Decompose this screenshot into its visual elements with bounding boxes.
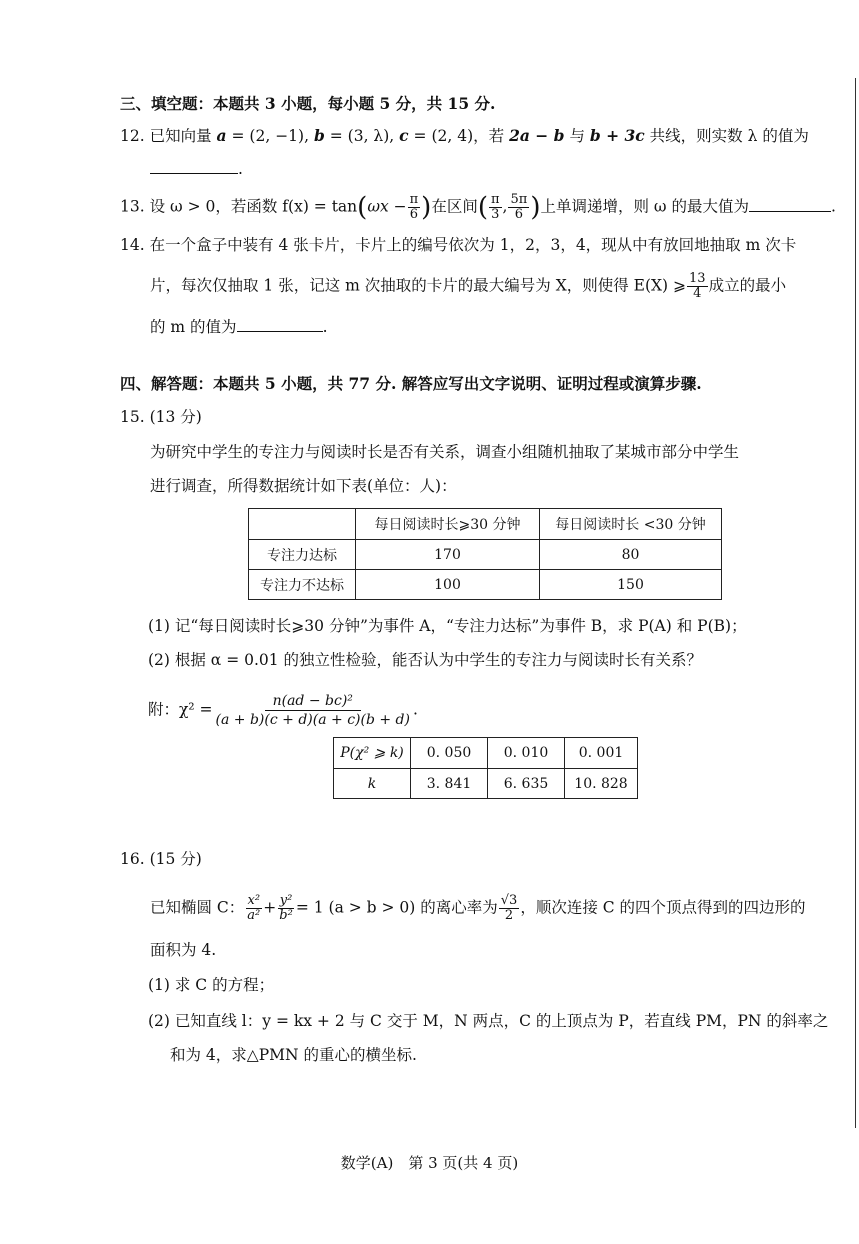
q15-line-2: 进行调查，所得数据统计如下表(单位：人)：	[150, 477, 457, 495]
table-row	[334, 769, 638, 799]
q13-text-b: 在区间	[431, 197, 478, 216]
q15-formula-fraction	[214, 692, 412, 729]
q15-row1-col1: 170	[356, 540, 540, 570]
q15-line-1: 为研究中学生的专注力与阅读时长是否有关系，调查小组随机抽取了某城市部分中学生	[150, 443, 740, 461]
q15-part-2: (2) 根据 α = 0.01 的独立性检验，能否认为中学生的专注力与阅读时长有关系？	[148, 651, 703, 669]
q16-line1c: ，顺次连接 C 的四个顶点得到的四边形的	[520, 898, 806, 917]
q16-part-1: (1) 求 C 的方程；	[148, 976, 275, 994]
q13-frac-num: π	[409, 192, 419, 207]
table-row	[249, 540, 722, 570]
q13-paren-open: (	[357, 192, 368, 223]
q13-interval-close: )	[530, 192, 541, 223]
q16-frac-y	[277, 894, 295, 923]
q15-chi-header: P(χ² ⩾ k)	[334, 738, 411, 769]
q16-frac-x-num: x²	[247, 893, 261, 908]
q14-number: 14.	[120, 236, 145, 254]
q13-interval-open: (	[477, 192, 488, 223]
q15-row2-col1: 100	[356, 570, 540, 600]
q16-line1a: 已知椭圆 C：	[150, 898, 245, 917]
q15-formula-end: .	[412, 700, 418, 719]
q15-chi-k3: 10. 828	[565, 769, 638, 799]
q15-header-long-reading: 每日阅读时长⩾30 分钟	[356, 509, 540, 540]
q15-formula-numerator: n(ad − bc)²	[265, 692, 361, 711]
q15-chi-p2: 0. 010	[488, 738, 565, 769]
q16-part-2-line-a: (2) 已知直线 l：y = kx + 2 与 C 交于 M，N 两点，C 的上顶点为 P，若直线 PM，PN 的斜率之	[148, 1012, 829, 1030]
q15-formula	[148, 692, 418, 729]
page-footer: 数学(A) 第 3 页(共 4 页)	[340, 1154, 519, 1172]
q12-eq-c: = (2, 4)，若	[408, 127, 510, 145]
q13-answer-blank[interactable]	[749, 195, 831, 212]
q16-line1b: = 1 (a > b > 0) 的离心率为	[295, 898, 498, 917]
section-4-heading: 四、解答题：本题共 5 小题，共 77 分. 解答应写出文字说明、证明过程或演算步骤.	[120, 374, 702, 393]
q15-chi-k-label: k	[334, 769, 411, 799]
q13-interval-left	[489, 193, 502, 222]
q13-fraction-pi-6	[408, 193, 421, 222]
question-14-line-1	[120, 234, 796, 256]
q16-frac-ecc-num: √3	[500, 893, 518, 908]
q16-frac-x	[245, 894, 262, 923]
q14-line2a: 片，每次仅抽取 1 张，记这 m 次抽取的卡片的最大编号为 X，则使得 E(X) ⩾	[150, 276, 687, 295]
table-row	[249, 570, 722, 600]
q13-frac-den: 6	[409, 207, 419, 222]
q14-line1: 在一个盒子中装有 4 张卡片，卡片上的编号依次为 1，2，3，4，现从中有放回地抽取 m 次卡	[149, 236, 797, 254]
q12-eq-b: = (3, λ),	[324, 127, 395, 145]
q12-mid: 与	[564, 127, 590, 145]
page-right-border	[855, 78, 856, 1128]
q15-table-header-row	[249, 509, 722, 540]
q14-frac-num: 13	[689, 271, 706, 286]
q15-chi-p1: 0. 050	[411, 738, 488, 769]
q14-line2b: 成立的最小	[708, 276, 787, 295]
q13-i1-num: π	[491, 192, 500, 207]
q15-row1-label: 专注力达标	[249, 540, 356, 570]
question-12	[120, 125, 809, 147]
q16-number: 16. (15 分)	[120, 850, 202, 868]
q15-row1-col2: 80	[540, 540, 722, 570]
q14-answer-blank[interactable]	[237, 315, 323, 332]
q16-line-1	[150, 894, 806, 923]
q15-chi-k1: 3. 841	[411, 769, 488, 799]
q13-i2-den: 6	[514, 207, 524, 222]
q12-end: .	[238, 160, 243, 178]
q16-frac-y-num: y²	[279, 893, 293, 908]
q13-text-a: 设 ω > 0，若函数 f(x) = tan	[149, 197, 358, 216]
q13-i1-den: 3	[491, 207, 500, 222]
question-14-line-3	[150, 315, 328, 338]
q12-eq-a: = (2, −1),	[226, 127, 310, 145]
q13-text-c: 上单调递增，则 ω 的最大值为	[540, 197, 749, 216]
q13-number: 13.	[120, 197, 145, 216]
q14-line3: 的 m 的值为	[150, 318, 237, 336]
q16-frac-ecc-den: 2	[504, 908, 514, 923]
q14-end: .	[322, 318, 328, 336]
table-row	[334, 738, 638, 769]
q12-answer-blank[interactable]	[150, 157, 238, 174]
q15-number: 15. (13 分)	[120, 408, 202, 426]
q16-frac-ecc	[499, 894, 520, 923]
q15-data-table	[248, 508, 722, 600]
q15-formula-denominator: (a + b)(c + d)(a + c)(b + d)	[215, 712, 410, 728]
q15-chi-table	[333, 737, 638, 799]
q13-interval-right	[508, 193, 529, 222]
q12-vector-c: c	[399, 126, 409, 145]
q14-fraction-13-4	[687, 272, 708, 301]
q13-i2-num: 5π	[510, 192, 528, 207]
q15-formula-label: 附：χ² =	[148, 700, 213, 719]
q15-row2-label: 专注力不达标	[249, 570, 356, 600]
section-3-heading: 三、填空题：本题共 3 小题，每小题 5 分，共 15 分.	[120, 94, 496, 113]
q12-expr1: 2a − b	[509, 126, 565, 145]
q14-frac-den: 4	[693, 286, 702, 301]
q13-end: .	[830, 197, 836, 216]
q15-part-1: (1) 记“每日阅读时长⩾30 分钟”为事件 A，“专注力达标”为事件 B，求 P(A) 和 P(B)；	[148, 617, 747, 635]
q12-tail: 共线，则实数 λ 的值为	[644, 127, 809, 145]
q16-plus: +	[263, 898, 277, 917]
q13-paren-close: )	[421, 192, 432, 223]
question-13: 13. 设 ω > 0，若函数 f(x) = tan(ωx − $\frac{\pi}{6}$ )在区间( $\frac{\pi}{3}$ , $\frac{5\pi}{6}$ )上单调递增，则 ω 的最大值为 .	[120, 192, 836, 223]
q12-expr2: b + 3c	[589, 126, 645, 145]
q16-line-2: 面积为 4.	[150, 941, 217, 959]
q16-part-2-line-b: 和为 4，求△PMN 的重心的横坐标.	[170, 1046, 417, 1064]
q15-header-short-reading: 每日阅读时长 <30 分钟	[540, 509, 722, 540]
q12-answer-line	[150, 157, 243, 180]
q16-frac-y-den: b²	[279, 908, 293, 923]
q15-chi-k2: 6. 635	[488, 769, 565, 799]
q15-row2-col2: 150	[540, 570, 722, 600]
q13-inner: ωx −	[367, 197, 407, 216]
q12-text-a: 已知向量	[149, 127, 212, 145]
question-14-line-2	[150, 272, 786, 301]
q16-frac-x-den: a²	[247, 908, 261, 923]
q12-number: 12.	[120, 127, 145, 145]
q12-vector-b: b	[313, 126, 325, 145]
q15-header-empty	[249, 509, 356, 540]
q12-vector-a: a	[216, 126, 227, 145]
q15-chi-p3: 0. 001	[565, 738, 638, 769]
